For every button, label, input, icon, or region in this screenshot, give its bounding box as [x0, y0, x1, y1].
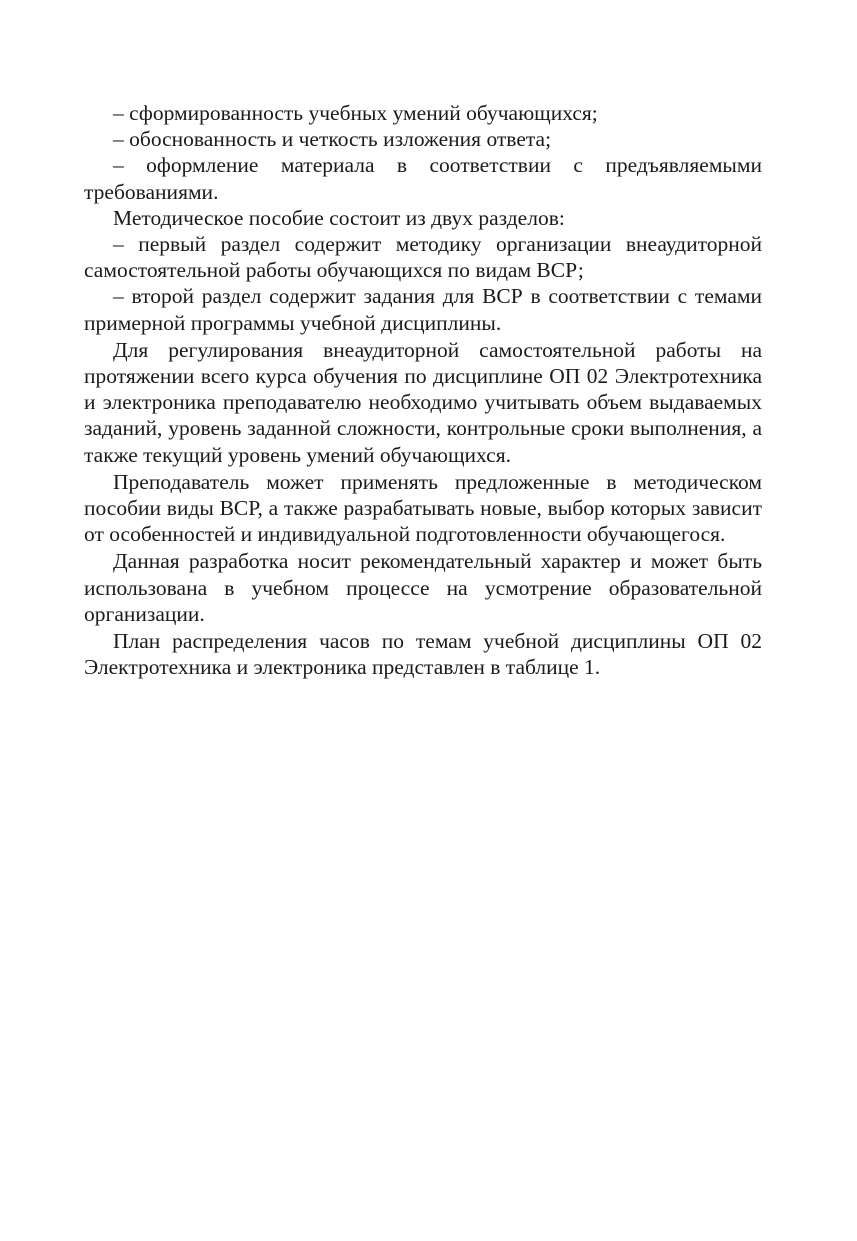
paragraph-hours-plan: План распределения часов по темам учебной дисциплины ОП 02 Электротехника и электроника представлен в таблице 1.: [84, 629, 762, 680]
paragraph-teacher-methods: Преподаватель может применять предложенные в методическом пособии виды ВСР, а также разрабатывать новые, выбор которых зависит от особенностей и индивидуальной подготовленности обучающегося.: [84, 469, 762, 547]
list-item-material-formatting: – оформление материала в соответствии с предъявляемыми требованиями.: [84, 153, 762, 204]
paragraph-regulation: Для регулирования внеаудиторной самостоятельной работы на протяжении всего курса обучения по дисциплине ОП 02 Электротехника и электроника преподавателю необходимо учитывать объем выдаваемых заданий, уровень заданной сложности, контрольные сроки выполнения, а также текущий уровень умений обучающихся.: [84, 337, 762, 467]
list-item-first-section: – первый раздел содержит методику организации внеаудиторной самостоятельной работы обучающихся по видам ВСР;: [84, 232, 762, 283]
list-item-answer-clarity: – обоснованность и четкость изложения ответа;: [113, 127, 552, 152]
list-item-second-section: – второй раздел содержит задания для ВСР в соответствии с темами примерной программы учебной дисциплины.: [84, 284, 762, 335]
document-body: [84, 100, 762, 680]
list-item-formed-skills: – сформированность учебных умений обучающихся;: [113, 101, 598, 125]
paragraph-recommendation: Данная разработка носит рекомендательный характер и может быть использована в учебном процессе на усмотрение образовательной организации.: [84, 549, 762, 626]
paragraph-manual-structure: Методическое пособие состоит из двух разделов:: [113, 205, 565, 230]
